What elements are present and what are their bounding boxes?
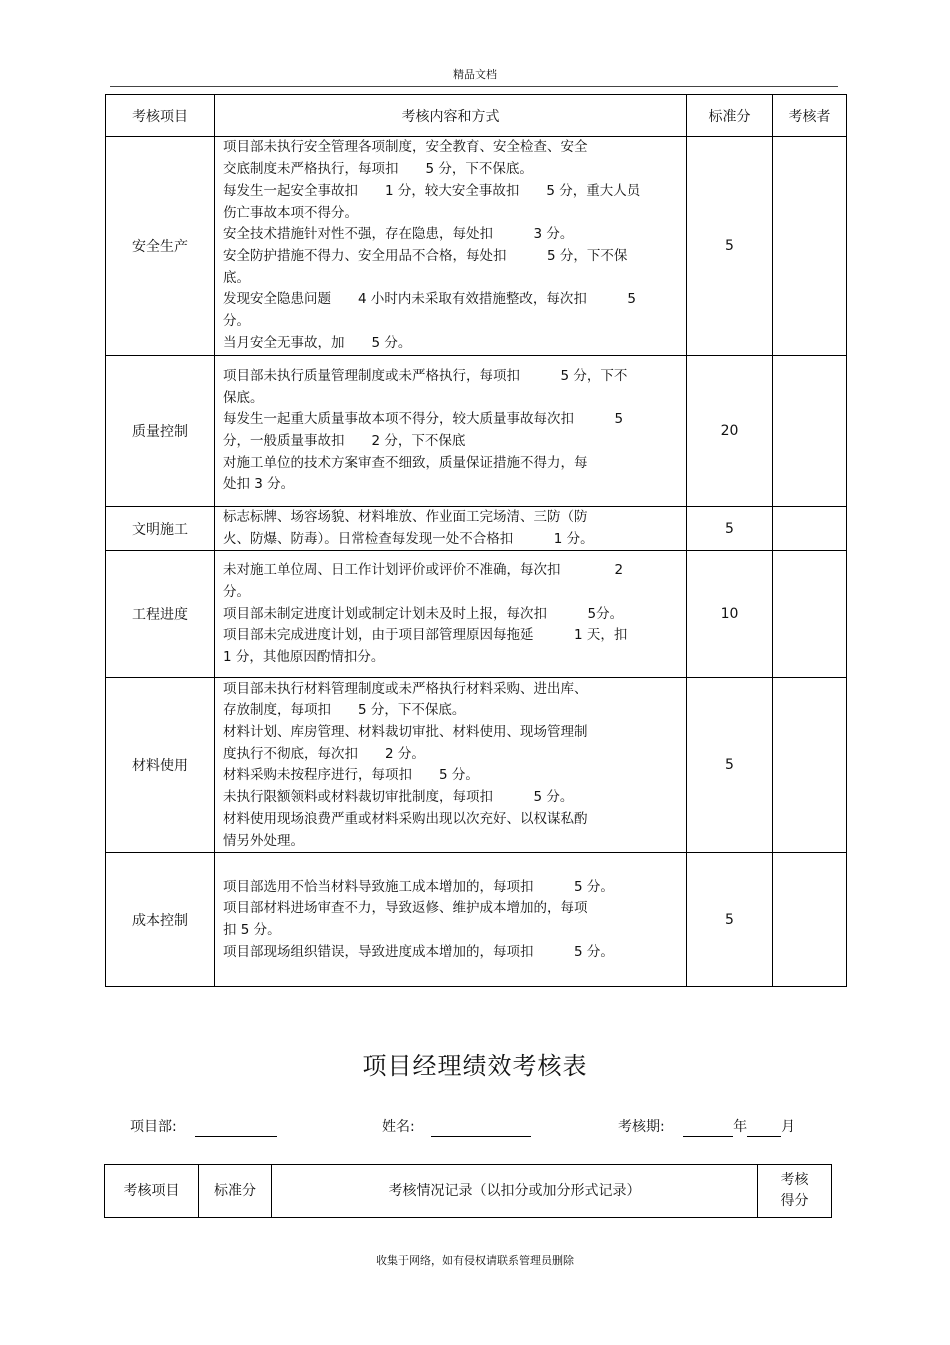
content-line: 项目部选用不恰当材料导致施工成本增加的，每项扣 5 分。 (223, 878, 614, 895)
content-cell (215, 853, 687, 987)
year-label: 年 (733, 1119, 748, 1135)
content-cell (215, 551, 687, 678)
table-header-row (106, 95, 847, 137)
table-row (106, 678, 847, 853)
content-line: 项目部现场组织错误，导致进度成本增加的，每项扣 5 分。 (223, 943, 614, 960)
header-score: 标准分 (687, 95, 773, 137)
content-line: 安全防护措施不得力、安全用品不合格，每处扣 5 分，下不保 (223, 248, 628, 264)
month-blank[interactable] (747, 1120, 781, 1137)
assessor-cell (773, 356, 847, 507)
score-cell: 5 (687, 507, 773, 551)
score-cell: 5 (687, 678, 773, 853)
score-cell: 10 (687, 551, 773, 678)
category-cell: 成本控制 (106, 853, 215, 987)
content-line: 未执行限额领料或材料裁切审批制度，每项扣 5 分。 (223, 789, 574, 806)
content-line: 分，一般质量事故扣 2 分，下不保底 (223, 433, 466, 449)
category-cell: 安全生产 (106, 137, 215, 356)
content-line: 材料计划、库房管理、材料裁切审批、材料使用、现场管理制 (223, 724, 588, 740)
content-line: 底。 (223, 269, 250, 286)
content-line: 存放制度，每项扣 5 分，下不保底。 (223, 702, 466, 719)
content-line: 未对施工单位周、日工作计划评价或评价不准确，每次扣 2 (223, 562, 624, 579)
form-title: 项目经理绩效考核表 (362, 1052, 588, 1080)
content-line: 伤亡事故本项不得分。 (223, 204, 358, 221)
name-blank[interactable] (431, 1120, 531, 1137)
month-label: 月 (781, 1119, 796, 1135)
header-result-line-1: 考核 (780, 1172, 809, 1188)
dept-blank[interactable] (195, 1120, 277, 1137)
content-line: 发现安全隐患问题 4 小时内未采取有效措施整改，每次扣 5 (223, 291, 636, 308)
page-footer: 收集于网络，如有侵权请联系管理员删除 (376, 1254, 574, 1267)
category-cell: 文明施工 (106, 507, 215, 551)
header-item: 考核项目 (106, 95, 215, 137)
content-line: 度执行不彻底，每次扣 2 分。 (223, 745, 425, 762)
content-line: 材料使用现场浪费严重或材料采购出现以次充好、以权谋私酌 (223, 810, 588, 827)
category-cell: 材料使用 (106, 678, 215, 853)
content-line: 每发生一起重大质量事故本项不得分，较大质量事故每次扣 5 (223, 411, 624, 428)
table-row (106, 507, 847, 551)
content-line: 火、防爆、防毒）。日常检查每发现一处不合格扣 1 分。 (223, 530, 594, 547)
content-line: 1 分，其他原因酌情扣分。 (223, 648, 385, 665)
header-assessor: 考核者 (773, 95, 847, 137)
header-result-line-2: 得分 (780, 1193, 809, 1209)
assessor-cell (773, 507, 847, 551)
assessor-cell (773, 853, 847, 987)
content-line: 处扣 3 分。 (223, 476, 295, 493)
header-score: 标准分 (199, 1165, 272, 1218)
dept-label: 项目部: (130, 1119, 177, 1135)
assessor-cell (773, 551, 847, 678)
content-line: 标志标牌、场容场貌、材料堆放、作业面工完场清、三防（防 (223, 509, 588, 525)
content-line: 项目部未完成进度计划，由于项目部管理原因每拖延 1 天，扣 (223, 627, 628, 644)
table-row (106, 853, 847, 987)
header-rule (110, 86, 838, 87)
dept-field (130, 1117, 277, 1137)
manager-assessment-table (104, 1164, 832, 1218)
content-line: 保底。 (223, 389, 264, 406)
header-content: 考核内容和方式 (215, 95, 687, 137)
header-result (758, 1165, 832, 1218)
category-cell: 工程进度 (106, 551, 215, 678)
content-line: 分。 (223, 583, 250, 600)
table-row (106, 551, 847, 678)
category-cell: 质量控制 (106, 356, 215, 507)
name-field (382, 1117, 531, 1137)
content-cell (215, 137, 687, 356)
content-line: 每发生一起安全事故扣 1 分，较大安全事故扣 5 分，重大人员 (223, 182, 641, 199)
content-line: 项目部未制定进度计划或制定计划未及时上报，每次扣 5分。 (223, 605, 624, 622)
content-line: 材料采购未按程序进行，每项扣 5 分。 (223, 767, 479, 784)
year-blank[interactable] (683, 1120, 733, 1137)
table-row (106, 356, 847, 507)
content-line: 项目部材料进场审查不力，导致返修、维护成本增加的，每项 (223, 900, 588, 917)
content-cell (215, 356, 687, 507)
period-field (618, 1117, 795, 1137)
content-line: 项目部未执行质量管理制度或未严格执行，每项扣 5 分，下不 (223, 367, 628, 384)
table-row (106, 137, 847, 356)
content-line: 项目部未执行安全管理各项制度，安全教育、安全检查、安全 (223, 139, 588, 156)
header-item: 考核项目 (105, 1165, 199, 1218)
score-cell: 5 (687, 137, 773, 356)
assessor-cell (773, 137, 847, 356)
header-record: 考核情况记录（以扣分或加分形式记录） (272, 1165, 758, 1218)
content-line: 交底制度未严格执行，每项扣 5 分，下不保底。 (223, 161, 533, 178)
content-line: 项目部未执行材料管理制度或未严格执行材料采购、进出库、 (223, 680, 588, 697)
content-line: 扣 5 分。 (223, 921, 281, 938)
content-line: 安全技术措施针对性不强，存在隐患，每处扣 3 分。 (223, 226, 574, 243)
content-cell (215, 507, 687, 551)
content-cell (215, 678, 687, 853)
period-label: 考核期: (618, 1119, 665, 1135)
page-header: 精品文档 (453, 68, 497, 81)
content-line: 当月安全无事故，加 5 分。 (223, 334, 412, 351)
content-line: 情另外处理。 (223, 832, 304, 849)
content-line: 分。 (223, 313, 250, 330)
score-cell: 5 (687, 853, 773, 987)
table-header-row (105, 1165, 832, 1218)
assessor-cell (773, 678, 847, 853)
name-label: 姓名: (382, 1119, 415, 1135)
assessment-criteria-table (105, 94, 847, 987)
score-cell: 20 (687, 356, 773, 507)
content-line: 对施工单位的技术方案审查不细致，质量保证措施不得力，每 (223, 454, 588, 471)
